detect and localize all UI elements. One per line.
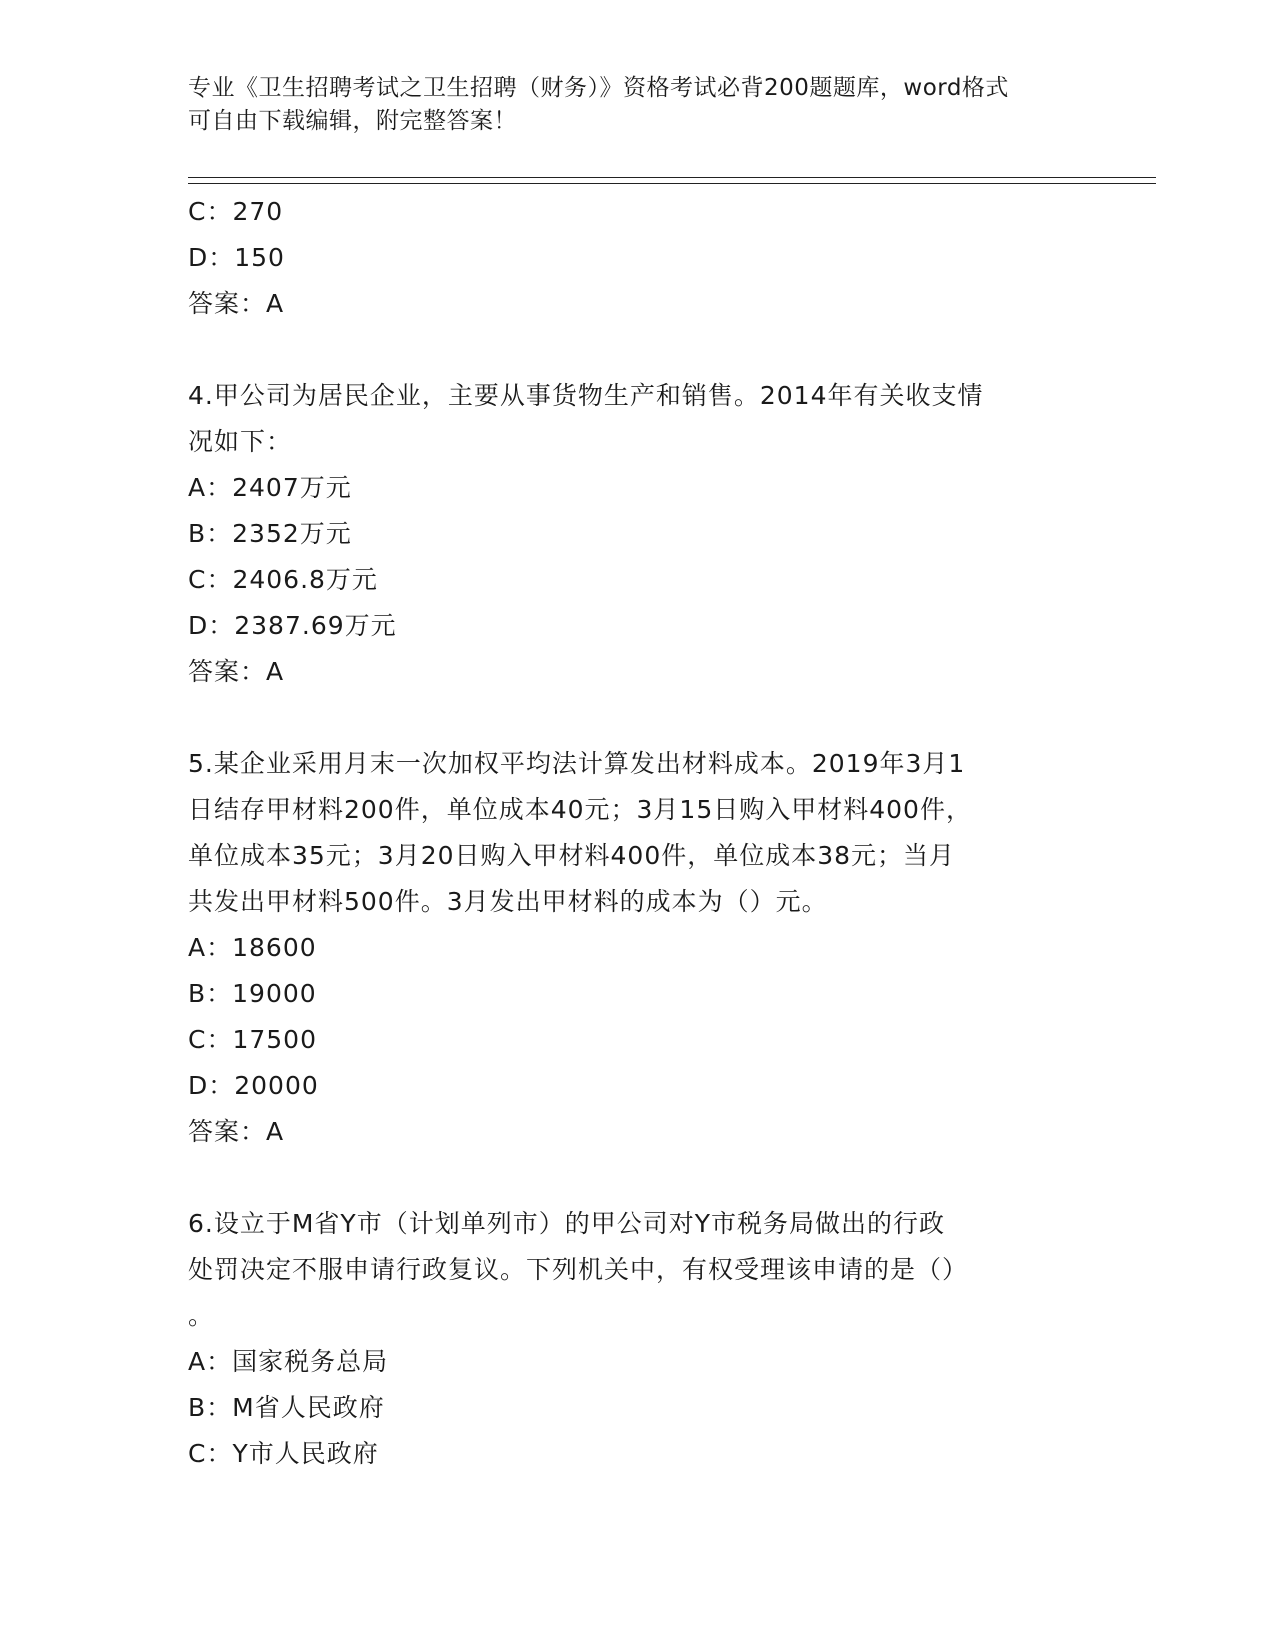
answer: 答案：A [188, 289, 285, 318]
document-header [188, 72, 1068, 138]
header-divider-top [188, 177, 1156, 178]
question-stem: 6.设立于M省Y市（计划单列市）的甲公司对Y市税务局做出的行政 [188, 1209, 945, 1238]
header-divider-bottom [188, 183, 1156, 184]
option-b: B：M省人民政府 [188, 1393, 385, 1422]
question-stem: 。 [188, 1301, 215, 1330]
option-b: B：2352万元 [188, 519, 352, 548]
question-stem: 共发出甲材料500件。3月发出甲材料的成本为（）元。 [188, 887, 828, 916]
question-stem: 5.某企业采用月末一次加权平均法计算发出材料成本。2019年3月1 [188, 749, 966, 778]
option-d: D：150 [188, 243, 285, 272]
question-stem: 况如下： [188, 427, 293, 456]
option-a: A：国家税务总局 [188, 1347, 389, 1376]
spacer [188, 327, 1068, 373]
option-c: C：Y市人民政府 [188, 1439, 379, 1468]
option-a: A：18600 [188, 933, 317, 962]
spacer [188, 695, 1068, 741]
spacer [188, 1155, 1068, 1201]
answer: 答案：A [188, 1117, 285, 1146]
question-stem: 单位成本35元；3月20日购入甲材料400件，单位成本38元；当月 [188, 841, 956, 870]
document-body [188, 189, 1068, 1477]
question-stem: 日结存甲材料200件，单位成本40元；3月15日购入甲材料400件， [188, 795, 972, 824]
option-c: C：2406.8万元 [188, 565, 378, 594]
option-b: B：19000 [188, 979, 317, 1008]
question-3-tail [188, 189, 1068, 327]
header-line-2: 可自由下载编辑，附完整答案！ [188, 108, 517, 134]
question-6 [188, 1201, 1068, 1477]
header-line-1: 专业《卫生招聘考试之卫生招聘（财务）》资格考试必背200题题库，word格式 [188, 75, 1009, 101]
option-d: D：2387.69万元 [188, 611, 397, 640]
option-d: D：20000 [188, 1071, 319, 1100]
option-a: A：2407万元 [188, 473, 352, 502]
question-stem: 4.甲公司为居民企业，主要从事货物生产和销售。2014年有关收支情 [188, 381, 984, 410]
option-c: C：270 [188, 197, 284, 226]
question-stem: 处罚决定不服申请行政复议。下列机关中，有权受理该申请的是（） [188, 1255, 969, 1284]
option-c: C：17500 [188, 1025, 317, 1054]
question-4 [188, 373, 1068, 695]
question-5 [188, 741, 1068, 1155]
answer: 答案：A [188, 657, 285, 686]
